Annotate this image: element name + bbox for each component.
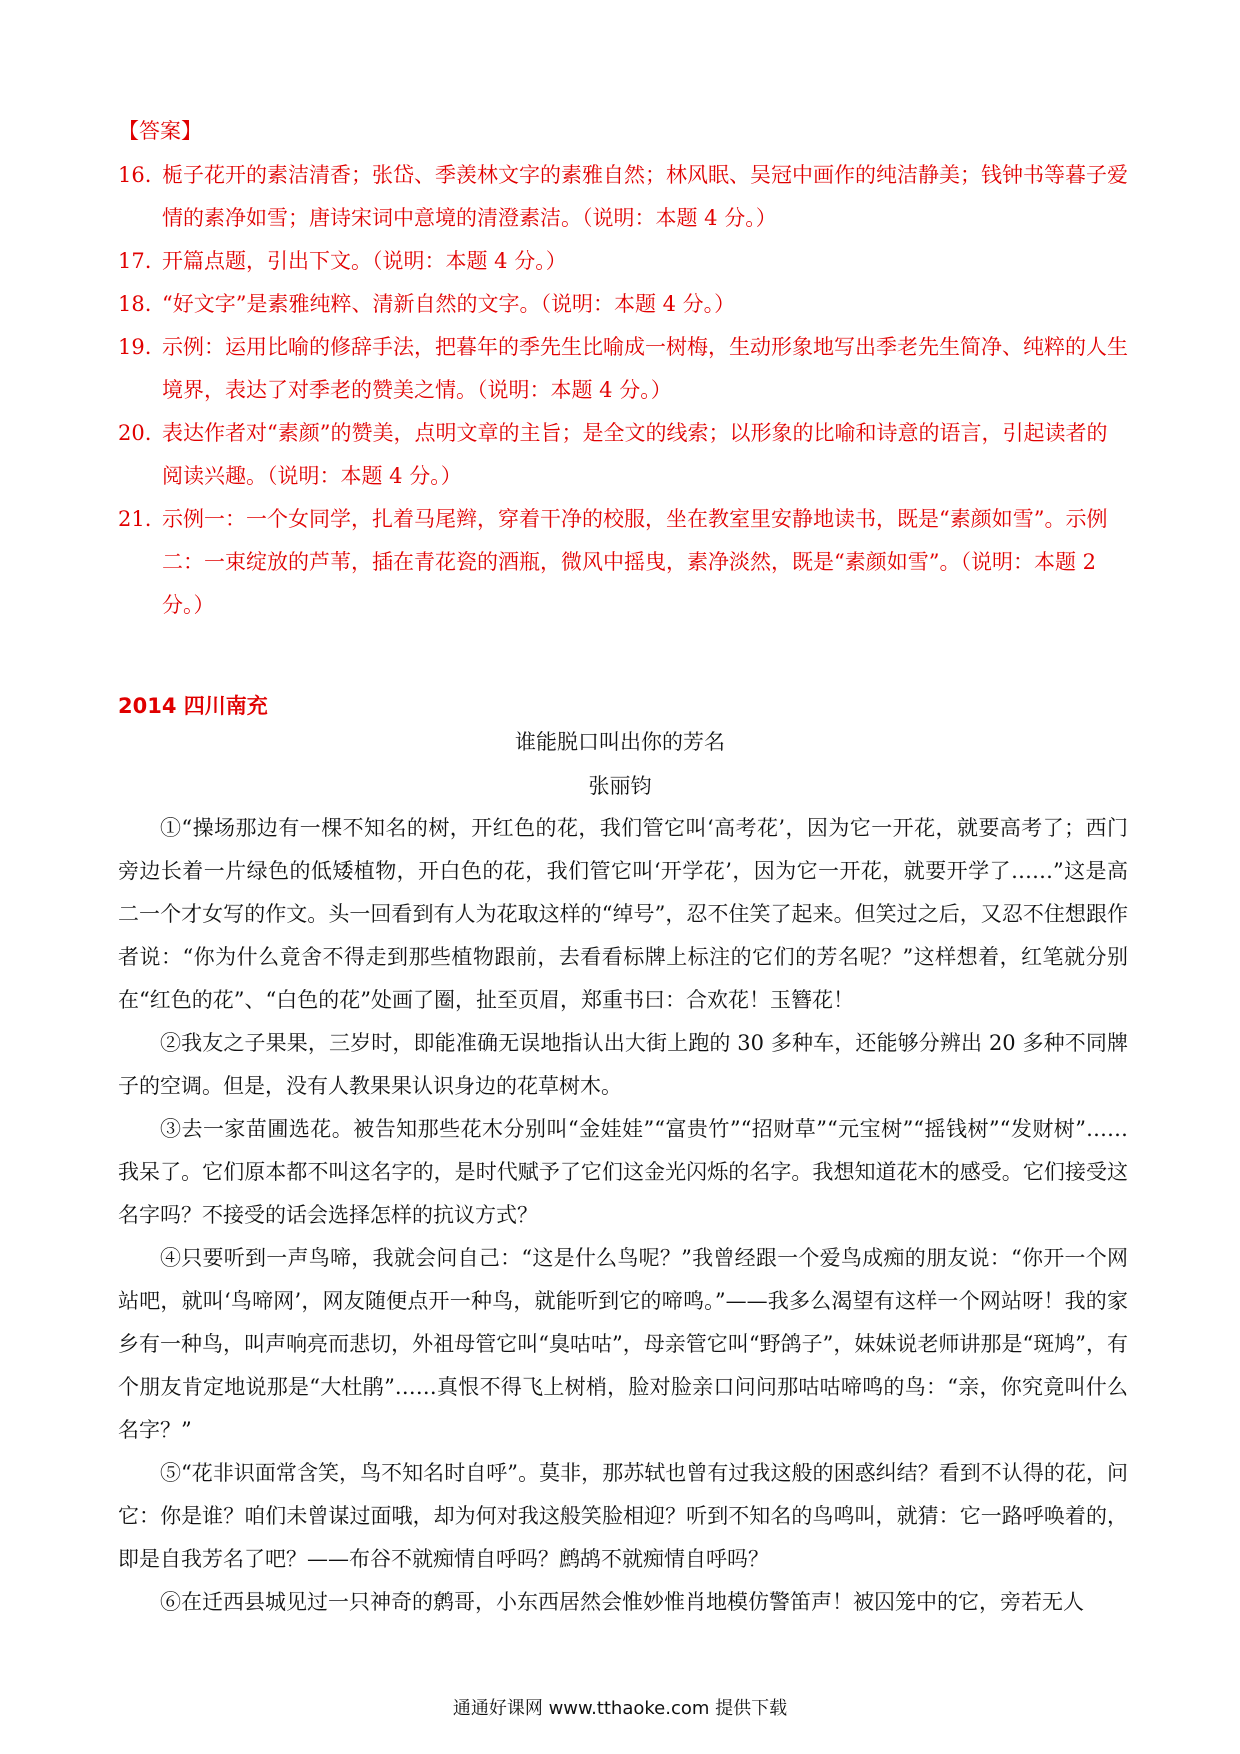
- paragraph-1: ①“操场那边有一棵不知名的树，开红色的花，我们管它叫‘高考花’，因为它一开花，就要高考了；西门旁边长着一片绿色的低矮植物，开白色的花，我们管它叫‘开学花’，因为它一开花，就要开学了……”这是高二一个才女写的作文。头一回看到有人为花取这样的“绰号”，忍不住笑了起来。但笑过之后，又忍不住想跟作者说：“你为什么竟舍不得走到那些植物跟前，去看看标牌上标注的它们的芳名呢？”这样想着，红笔就分别在“红色的花”、“白色的花”处画了圈，扯至页眉，郑重书曰：合欢花！玉簪花！: [118, 816, 1128, 1012]
- paragraph-2: ②我友之子果果，三岁时，即能准确无误地指认出大街上跑的 30 多种车，还能够分辨出 20 多种不同牌子的空调。但是，没有人教果果认识身边的花草树木。: [118, 1031, 1128, 1098]
- article-title: 谁能脱口叫出你的芳名: [515, 730, 725, 754]
- answer-number: 20.: [118, 421, 152, 445]
- answer-number: 21.: [118, 507, 152, 531]
- answer-number: 16.: [118, 163, 152, 187]
- paragraph-4: ④只要听到一声鸟啼，我就会问自己：“这是什么鸟呢？”我曾经跟一个爱鸟成痴的朋友说：“你开一个网站吧，就叫‘鸟啼网’，网友随便点开一种鸟，就能听到它的啼鸣。”——我多么渴望有这样一个网站呀！我的家乡有一种鸟，叫声响亮而悲切，外祖母管它叫“臭咕咕”，母亲管它叫“野鸽子”，妹妹说老师讲那是“斑鸠”，有个朋友肯定地说那是“大杜鹃”……真恨不得飞上树梢，脸对脸亲口问问那咕咕啼鸣的鸟：“亲，你究竟叫什么名字？”: [118, 1246, 1128, 1442]
- answer-number: 17.: [118, 249, 152, 273]
- article-body: [118, 807, 1128, 1624]
- answer-item-21: [118, 498, 1128, 627]
- answer-text: 开篇点题，引出下文。（说明：本题 4 分。）: [162, 249, 567, 273]
- answer-text: “好文字”是素雅纯粹、清新自然的文字。（说明：本题 4 分。）: [162, 292, 736, 316]
- source-heading: 2014 四川南充: [118, 694, 268, 718]
- answer-item-17: [118, 240, 1128, 283]
- answer-text: 示例：运用比喻的修辞手法，把暮年的季先生比喻成一树梅，生动形象地写出季老先生简净、纯粹的人生境界，表达了对季老的赞美之情。（说明：本题 4 分。）: [162, 335, 1128, 402]
- answer-heading: 【答案】: [118, 119, 202, 143]
- paragraph-3: ③去一家苗圃选花。被告知那些花木分别叫“金娃娃”“富贵竹”“招财草”“元宝树”“摇钱树”“发财树”……我呆了。它们原本都不叫这名字的，是时代赋予了它们这金光闪烁的名字。我想知道花木的感受。它们接受这名字吗？不接受的话会选择怎样的抗议方式？: [118, 1117, 1128, 1227]
- answer-text: 栀子花开的素洁清香；张岱、季羡林文字的素雅自然；林风眠、吴冠中画作的纯洁静美；钱钟书等暮子爱情的素净如雪；唐诗宋词中意境的清澄素洁。（说明：本题 4 分。）: [162, 163, 1128, 230]
- answer-number: 19.: [118, 335, 152, 359]
- answer-text: 表达作者对“素颜”的赞美，点明文章的主旨；是全文的线索；以形象的比喻和诗意的语言，引起读者的阅读兴趣。（说明：本题 4 分。）: [162, 421, 1108, 488]
- answer-item-16: [118, 154, 1128, 240]
- answer-section: [118, 114, 1128, 627]
- answer-item-19: [118, 326, 1128, 412]
- page-footer: 通通好课网 www.tthaoke.com 提供下载: [452, 1698, 788, 1719]
- answer-text: 示例一：一个女同学，扎着马尾辫，穿着干净的校服，坐在教室里安静地读书，既是“素颜如雪”。示例二：一束绽放的芦苇，插在青花瓷的酒瓶，微风中摇曳，素净淡然，既是“素颜如雪”。（说明：本题 2 分。）: [162, 507, 1108, 617]
- answer-number: 18.: [118, 292, 152, 316]
- answer-item-20: [118, 412, 1128, 498]
- article-author: 张丽钧: [588, 774, 652, 798]
- paragraph-6: ⑥在迁西县城见过一只神奇的鹩哥，小东西居然会惟妙惟肖地模仿警笛声！被囚笼中的它，旁若无人: [160, 1590, 1084, 1614]
- answer-item-18: [118, 283, 1128, 326]
- paragraph-5: ⑤“花非识面常含笑，鸟不知名时自呼”。莫非，那苏轼也曾有过我这般的困惑纠结？看到不认得的花，问它：你是谁？咱们未曾谋过面哦，却为何对我这般笑脸相迎？听到不知名的鸟鸣叫，就猜：它一路呼唤着的，即是自我芳名了吧？——布谷不就痴情自呼吗？鹧鸪不就痴情自呼吗？: [118, 1461, 1128, 1571]
